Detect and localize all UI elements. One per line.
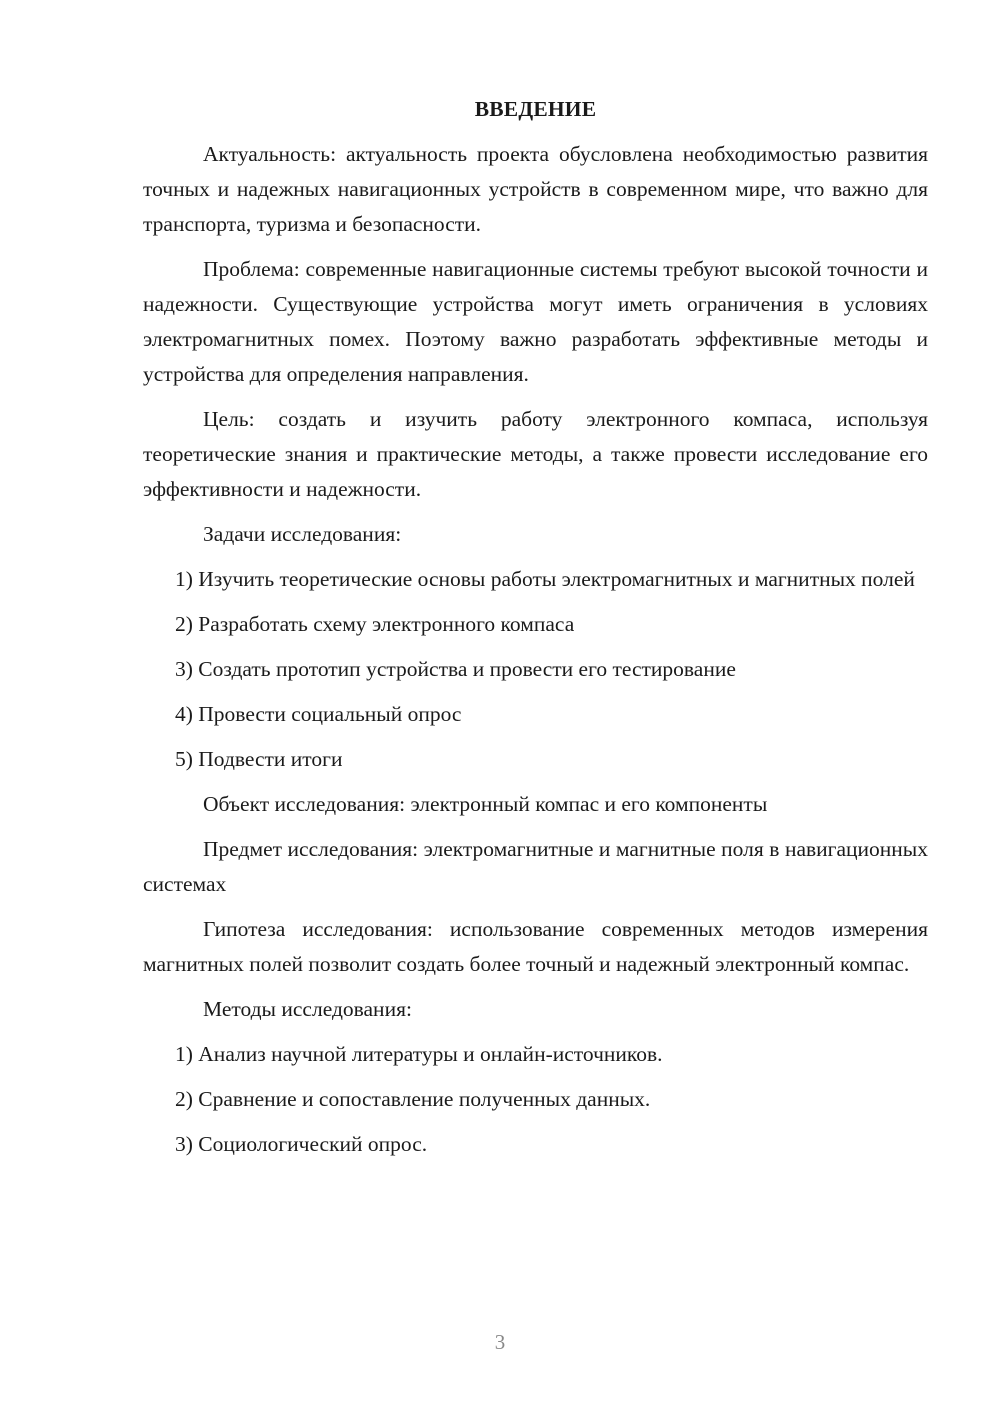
method-item: 1) Анализ научной литературы и онлайн-источников. [175, 1042, 663, 1066]
task-item: 2) Разработать схему электронного компаса [175, 612, 575, 636]
task-item: 3) Создать прототип устройства и провести его тестирование [175, 657, 736, 681]
section-title: ВВЕДЕНИЕ [474, 97, 597, 121]
method-item: 2) Сравнение и сопоставление полученных данных. [175, 1087, 651, 1111]
task-item: 4) Провести социальный опрос [175, 702, 462, 726]
task-item: 1) Изучить теоретические основы работы электромагнитных и магнитных полей [175, 567, 915, 591]
problem-paragraph: Проблема: современные навигационные системы требуют высокой точности и надежности. Существующие устройства могут иметь ограничения в условиях электромагнитных помех. Поэтому важно разработать эффективные методы и устройства для определения направления. [143, 257, 928, 386]
hypothesis-paragraph: Гипотеза исследования: использование современных методов измерения магнитных полей позволит создать более точный и надежный электронный компас. [143, 917, 928, 976]
page-number: 3 [494, 1330, 506, 1354]
tasks-heading: Задачи исследования: [203, 522, 402, 546]
subject-paragraph: Предмет исследования: электромагнитные и магнитные поля в навигационных системах [143, 837, 928, 896]
method-item: 3) Социологический опрос. [175, 1132, 428, 1156]
relevance-paragraph: Актуальность: актуальность проекта обусловлена необходимостью развития точных и надежных навигационных устройств в современном мире, что важно для транспорта, туризма и безопасности. [143, 142, 928, 236]
task-item: 5) Подвести итоги [175, 747, 343, 771]
goal-paragraph: Цель: создать и изучить работу электронного компаса, используя теоретические знания и практические методы, а также провести исследование его эффективности и надежности. [143, 407, 928, 501]
object-paragraph: Объект исследования: электронный компас и его компоненты [203, 792, 768, 816]
methods-heading: Методы исследования: [203, 997, 412, 1021]
document-body [143, 92, 928, 1172]
